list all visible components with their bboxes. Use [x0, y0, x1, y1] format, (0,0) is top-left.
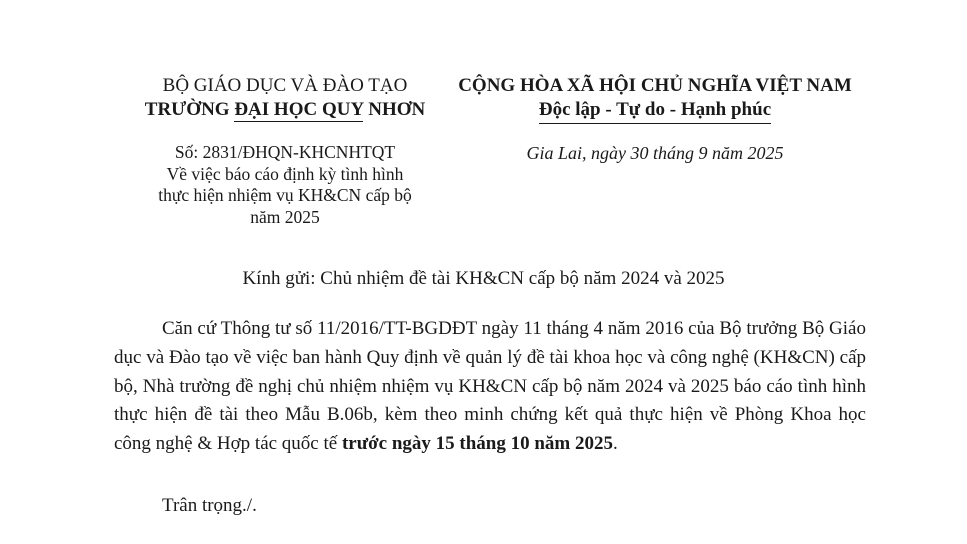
document-number: Số: 2831/ĐHQN-KHCNHTQT — [174, 142, 396, 162]
body-section — [114, 315, 866, 459]
body-paragraph — [114, 315, 866, 459]
deadline-text: trước ngày 15 tháng 10 năm 2025 — [341, 433, 614, 455]
university-name-part3: NHƠN — [363, 99, 426, 120]
university-name — [100, 98, 470, 122]
issuer-header — [100, 74, 470, 122]
document-subject-line-3: năm 2025 — [250, 206, 320, 227]
national-header — [430, 74, 880, 124]
place-and-date: Gia Lai, ngày 30 tháng 9 năm 2025 — [526, 143, 784, 163]
national-motto: Độc lập - Tự do - Hạnh phúc — [539, 98, 771, 124]
university-name-part1: TRƯỜNG — [144, 99, 235, 120]
recipient-line: Kính gửi: Chủ nhiệm đề tài KH&CN cấp bộ năm 2024 và 2025 — [242, 268, 725, 289]
body-end: . — [613, 433, 618, 455]
document-info — [100, 142, 470, 228]
country-name: CỘNG HÒA XÃ HỘI CHỦ NGHĨA VIỆT NAM — [458, 75, 852, 96]
university-name-part2: ĐẠI HỌC QUY — [234, 99, 364, 120]
document-subject-line-1: Về việc báo cáo định kỳ tình hình — [166, 163, 404, 184]
body-text: Căn cứ Thông tư số 11/2016/TT-BGDĐT ngày 11 tháng 4 năm 2016 của Bộ trưởng Bộ Giáo dục và Đào tạo về việc ban hành Quy định về quản lý đề tài khoa học và công nghệ (KH&CN) cấp bộ, Nhà trường đề nghị chủ nhiệm nhiệm vụ KH&CN cấp bộ năm 2024 và 2025 báo cáo tình hình thực hiện đề tài theo Mẫu B.06b, kèm theo minh chứng kết quả thực hiện về Phòng Khoa học công nghệ & Hợp tác quốc tế — [114, 318, 866, 455]
ministry-name: BỘ GIÁO DỤC VÀ ĐÀO TẠO — [162, 75, 408, 96]
closing-line: Trân trọng./. — [162, 495, 257, 516]
document-subject-line-2: thực hiện nhiệm vụ KH&CN cấp bộ — [158, 185, 412, 205]
